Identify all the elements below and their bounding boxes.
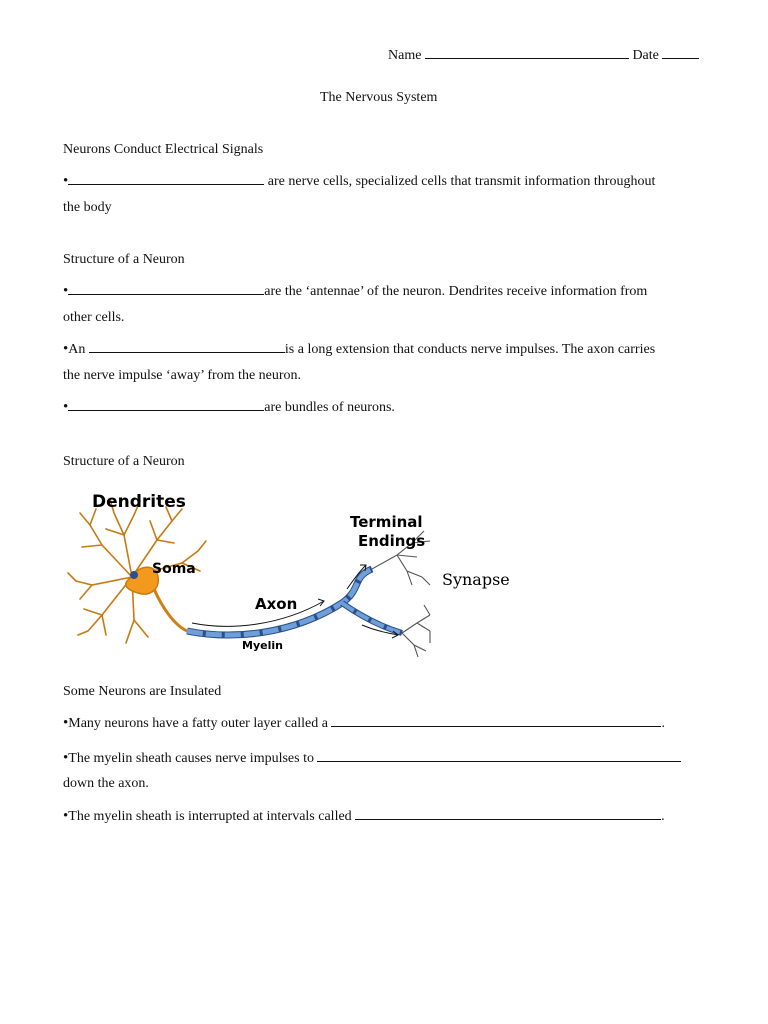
item-end: . xyxy=(661,716,665,731)
blank-nodes[interactable] xyxy=(355,807,661,820)
label-dendrites: Dendrites xyxy=(92,492,186,512)
label-terminal: Terminal xyxy=(350,513,423,531)
blank-axon[interactable] xyxy=(89,340,285,353)
section-heading-structure: Structure of a Neuron xyxy=(63,252,185,267)
name-label: Name xyxy=(388,48,422,63)
item-text: The myelin sheath is interrupted at intervals called xyxy=(68,809,356,824)
label-axon: Axon xyxy=(255,595,298,613)
page-title: The Nervous System xyxy=(320,90,438,105)
list-item xyxy=(63,807,665,825)
name-field[interactable] xyxy=(425,46,629,59)
item-text: The myelin sheath causes nerve impulses to xyxy=(68,751,318,766)
list-item xyxy=(63,282,647,300)
item-continuation: the body xyxy=(63,200,112,215)
name-date-header xyxy=(388,46,699,64)
item-text: Many neurons have a fatty outer layer called a xyxy=(68,716,332,731)
nucleus xyxy=(130,571,138,579)
blank-myelin-sheath[interactable] xyxy=(331,714,661,727)
bullet: • xyxy=(63,399,69,415)
item-continuation: other cells. xyxy=(63,310,125,325)
blank-nerves[interactable] xyxy=(68,398,264,411)
blank-dendrites[interactable] xyxy=(68,282,264,295)
list-item xyxy=(63,714,665,732)
list-item xyxy=(63,172,655,190)
blank-neurons[interactable] xyxy=(68,172,264,185)
list-item xyxy=(63,398,395,416)
label-myelin: Myelin xyxy=(242,639,283,652)
bullet: • xyxy=(63,341,69,357)
item-continuation: the nerve impulse ‘away’ from the neuron. xyxy=(63,368,302,383)
bullet: • xyxy=(63,283,69,299)
bullet: • xyxy=(63,808,69,824)
section-heading-neurons: Neurons Conduct Electrical Signals xyxy=(63,142,264,157)
item-text: are bundles of neurons. xyxy=(264,400,395,415)
label-soma: Soma xyxy=(152,561,196,577)
item-text: are nerve cells, specialized cells that transmit information throughout xyxy=(264,174,656,189)
axon-hillock xyxy=(154,589,187,631)
section-heading-diagram: Structure of a Neuron xyxy=(63,454,185,469)
label-synapse: Synapse xyxy=(442,570,510,589)
blank-impulse-speed[interactable] xyxy=(317,749,681,762)
label-endings: Endings xyxy=(358,532,426,550)
bullet: • xyxy=(63,750,69,766)
item-text: is a long extension that conducts nerve impulses. The axon carries xyxy=(284,342,656,357)
date-label: Date xyxy=(632,48,659,63)
item-continuation: down the axon. xyxy=(63,776,149,791)
section-heading-insulated: Some Neurons are Insulated xyxy=(63,684,222,699)
item-prefix: An xyxy=(68,342,89,357)
neuron-diagram xyxy=(62,485,532,665)
date-field[interactable] xyxy=(662,46,699,59)
list-item xyxy=(63,749,681,767)
bullet: • xyxy=(63,715,69,731)
bullet: • xyxy=(63,173,69,189)
list-item xyxy=(63,340,655,358)
item-end: . xyxy=(661,809,665,824)
item-text: are the ‘antennae’ of the neuron. Dendrites receive information from xyxy=(264,284,648,299)
